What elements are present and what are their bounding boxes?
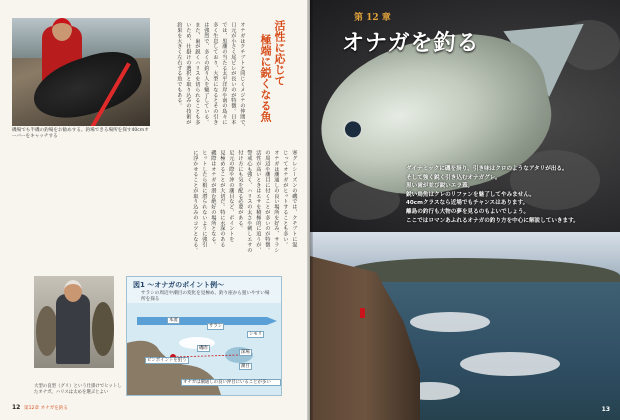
photo-angler-with-fish bbox=[12, 18, 150, 126]
body-col-2: じってオナガがヒットすることも多い。 bbox=[282, 150, 289, 248]
page-number-right: 13 bbox=[601, 406, 610, 413]
label-surf: サラシ bbox=[209, 324, 223, 329]
body-col-12: に浮かせることが取り込みのコツとなる。 bbox=[192, 150, 199, 253]
label-rock: 磯際 bbox=[199, 346, 208, 351]
page-chapter-left: 第12章 オナガを釣る bbox=[24, 406, 68, 411]
body-col-4: の周辺や潮目に付くことが多いのが特徴。 bbox=[264, 150, 271, 253]
body-col-10: 磯際はオナガが潜む絶好の場所となる。 bbox=[210, 150, 217, 248]
body-col-8: 足元の際や沖の潮目など、ポイントを bbox=[228, 150, 235, 242]
chapter-label: 第 12 章 bbox=[354, 13, 391, 23]
photo-coastal-cliff bbox=[310, 232, 620, 420]
label-current: 本流 bbox=[169, 318, 178, 323]
intro-col-6: また、歯が鋭くハリスを切られることも多 bbox=[194, 22, 201, 125]
intro-col-4: 多く生息しており、大型になるとその引き bbox=[212, 22, 219, 125]
figure-title: 図1 ～オナガのポイント例～ bbox=[133, 281, 225, 289]
photo-top-caption: 磯場でも半磯の釣場をお勧めする。釣場できる場所を探す40cmオーバーをキャッチする bbox=[12, 128, 149, 139]
page-number-left: 12 bbox=[12, 404, 21, 411]
label-pinpoint: ピンポイントを狙う bbox=[147, 358, 187, 363]
figure-note: サラシの周辺や潮目の変化を見極め、釣り座から狙いやすい場所を探る bbox=[141, 291, 270, 302]
lead-line-4: 鋭い鳥魚はクレのリファンを魅了してやみません。 bbox=[406, 191, 535, 198]
intro-col-1: オナガはクチブトと同じくメジナの仲間で、 bbox=[239, 22, 246, 130]
body-col-5: 活性が高いときはエサを積極的に追うが、 bbox=[255, 150, 262, 253]
chapter-title: オナガを釣る bbox=[342, 31, 480, 56]
intro-col-3: では、黒潮の当たる太平洋岸や南の島々に bbox=[221, 22, 228, 125]
photo-angler-two-fish bbox=[34, 276, 114, 368]
photo-bot-caption: 大型の良型（グリ）という仕掛けでヒットしたオナガ。ハリスは太めを選ぶとよい bbox=[34, 384, 122, 395]
body-col-3: オナガは潮通しの良い場所を好み、サラシ bbox=[273, 150, 280, 253]
right-page bbox=[310, 0, 620, 420]
label-seam: 潮目 bbox=[241, 364, 250, 369]
body-col-6: 警戒心も強く、ハリスの太さや刺しエサの bbox=[246, 150, 253, 253]
lead-text bbox=[406, 165, 618, 225]
lead-line-6: 離島の釣行も大物の夢を見るのもよいでしょう。 bbox=[406, 208, 530, 215]
headline-line-1: 活性に応じて bbox=[273, 20, 286, 86]
label-deep: 深場 bbox=[241, 350, 250, 355]
body-col-7: 付け方にも気を配る必要がある。 bbox=[237, 150, 244, 231]
lead-line-5: 40cmクラスなら近場でもチャンスはあります。 bbox=[406, 200, 529, 207]
label-shallow: シモリ bbox=[249, 332, 263, 337]
lead-line-7: ここではロマンあふれるオナガの釣り方を中心に解説していきます。 bbox=[406, 217, 579, 224]
intro-col-5: は強烈で、多くの釣り人を魅了している。 bbox=[203, 22, 210, 125]
page-gutter bbox=[307, 0, 313, 420]
headline-line-2: 極端に鋭くなる魚 bbox=[259, 34, 272, 122]
intro-col-7: いため、仕掛けの選択と取り込みの技術が bbox=[185, 22, 192, 125]
lead-line-2: そして強く鋭く引き込むオナガグレ。 bbox=[406, 174, 501, 181]
label-tip: オナガは潮通しの良い沖目にいることが多い bbox=[181, 379, 281, 386]
body-col-9: 見極めることが大切だ。特に水深のある bbox=[219, 150, 226, 248]
body-col-11: ヒットしたら根に潜られないように強引 bbox=[201, 150, 208, 248]
body-col-1: 寒グレシーズンの磯では、クチブトに混 bbox=[291, 150, 298, 248]
fish-eye bbox=[341, 117, 365, 141]
intro-col-2: 口元が小さく尾ビレが長いのが特徴。日本 bbox=[230, 22, 237, 125]
photo-big-fish bbox=[310, 0, 620, 232]
lead-line-1: ダイナミックに磯を掛り、引き味はクロのようなアタリが出る。 bbox=[406, 166, 568, 172]
lead-line-3: 黒い歯が並び鋭いエラ蓋。 bbox=[406, 183, 474, 190]
point-diagram-figure bbox=[126, 276, 282, 396]
intro-col-8: 釣果を大きく左右する魚でもある。 bbox=[176, 22, 183, 109]
angler-on-cliff bbox=[360, 308, 365, 318]
